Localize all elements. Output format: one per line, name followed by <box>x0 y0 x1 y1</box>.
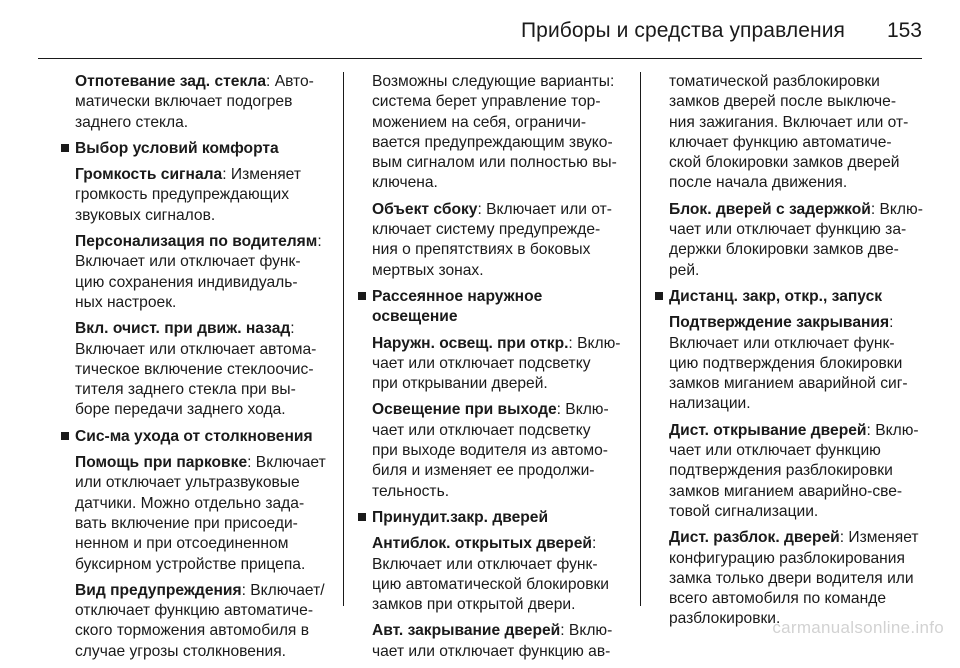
body-text: чает или отключает подсветку <box>372 354 591 372</box>
body-text: : Включает <box>247 454 326 472</box>
body-text: вается предупреждающим звуко- <box>372 133 613 151</box>
body-text: датчики. Можно отдельно зада- <box>75 494 305 512</box>
body-text: держки блокировки замков две- <box>669 241 899 259</box>
section-heading <box>372 508 634 528</box>
body-text: всего автомобиля по команде <box>669 590 886 608</box>
setting-name: Отпотевание зад. стекла <box>75 73 267 90</box>
body-text: : Изменяет <box>222 166 301 184</box>
body-text: ненном и при отсоединенном <box>75 535 289 553</box>
body-text: замков миганием аварийно-све- <box>669 482 903 500</box>
body-text: буксирном устройстве прицепа. <box>75 555 306 573</box>
body-text: ключает систему предупрежде- <box>372 221 601 239</box>
page-header <box>0 0 960 60</box>
body-text: чает или отключает функцию ав- <box>372 642 611 660</box>
paragraph <box>75 232 337 313</box>
paragraph <box>669 421 931 522</box>
body-text: рей. <box>669 261 700 279</box>
body-text: ния зажигания. Включает или от- <box>669 113 909 131</box>
paragraph <box>75 319 337 420</box>
header-rule <box>38 58 922 59</box>
body-text: звуковых сигналов. <box>75 206 216 224</box>
body-text: : <box>290 320 295 338</box>
setting-name: Блок. дверей с задержкой <box>669 200 871 218</box>
column-divider <box>343 72 344 606</box>
bullet-icon <box>61 144 69 152</box>
body-text: вым сигналом или полностью вы- <box>372 154 617 172</box>
body-text: разблокировки. <box>669 610 781 628</box>
body-text: матически включает подогрев <box>75 93 293 111</box>
body-text: ской блокировки замков дверей <box>669 154 900 172</box>
body-text: : Вклю- <box>556 401 609 419</box>
body-text: ского торможения автомобиля в <box>75 622 309 640</box>
paragraph <box>75 581 337 662</box>
body-text: : Включает/ <box>241 581 325 599</box>
body-text: томатической разблокировки <box>669 73 880 90</box>
body-text: Включает или отключает функ- <box>372 555 598 573</box>
body-text: случае угрозы столкновения. <box>75 642 287 660</box>
body-text: громкость предупреждающих <box>75 186 290 204</box>
body-text: : Изменяет <box>839 529 919 547</box>
body-text: чает или отключает функцию <box>669 442 881 460</box>
paragraph <box>75 453 337 575</box>
body-text: заднего стекла. <box>75 113 189 131</box>
text-column-left <box>75 72 337 668</box>
paragraph <box>372 534 634 615</box>
body-text: тическое включение стеклоочис- <box>75 360 314 378</box>
body-text: при открывании дверей. <box>372 375 548 393</box>
setting-name: Громкость сигнала <box>75 166 223 184</box>
text-column-middle <box>372 72 634 668</box>
body-text: боре передачи заднего хода. <box>75 401 286 419</box>
body-text: ключает функцию автоматиче- <box>669 133 892 151</box>
body-text: Включает или отключает функ- <box>75 253 301 271</box>
body-text: биля и изменяет ее продолжи- <box>372 462 595 480</box>
body-text: Сис-ма ухода от столкновения <box>75 427 313 445</box>
text-column-right <box>669 72 931 636</box>
setting-name: Помощь при парковке <box>75 454 248 472</box>
body-text: товой сигнализации. <box>669 502 819 520</box>
body-text: мертвых зонах. <box>372 261 484 279</box>
body-text: Включает или отключает автома- <box>75 340 317 358</box>
body-text: замков дверей после выключе- <box>669 93 897 111</box>
body-text: замков при открытой двери. <box>372 596 576 614</box>
body-text: : <box>591 535 597 553</box>
body-text: ных настроек. <box>75 293 177 311</box>
body-text: ния о препятствиях в боковых <box>372 241 591 259</box>
body-text: Принудит.закр. дверей <box>372 508 549 526</box>
body-text: : <box>889 314 894 332</box>
section-heading <box>669 287 931 307</box>
body-text: : Включает или от- <box>477 200 612 218</box>
body-text: конфигурацию разблокирования <box>669 549 905 567</box>
body-text: вать включение при присоеди- <box>75 514 298 532</box>
setting-name: Дист. разблок. дверей <box>669 529 840 547</box>
body-text: цию подтверждения блокировки <box>669 354 903 372</box>
body-text: чает или отключает функцию за- <box>669 221 907 239</box>
paragraph <box>669 313 931 414</box>
paragraph <box>669 200 931 281</box>
watermark: carmanualsonline.info <box>772 618 944 637</box>
body-text: освещение <box>372 308 458 326</box>
setting-name: Авт. закрывание дверей <box>372 622 561 640</box>
setting-name: Антиблок. открытых дверей <box>372 535 592 553</box>
body-text: нализации. <box>669 395 751 413</box>
body-text: тельность. <box>372 482 450 500</box>
page-number: 153 <box>886 19 922 42</box>
paragraph <box>372 400 634 501</box>
setting-name: Освещение при выходе <box>372 401 557 419</box>
setting-name: Объект сбоку <box>372 200 478 218</box>
body-text: : <box>317 233 322 251</box>
paragraph <box>75 165 337 226</box>
body-text: после начала движения. <box>669 174 848 192</box>
setting-name: Персонализация по водителям <box>75 233 318 251</box>
paragraph <box>372 200 634 281</box>
body-text: : Вклю- <box>560 622 613 640</box>
paragraph <box>372 72 634 194</box>
body-text: ключена. <box>372 174 438 192</box>
body-text: цию автоматической блокировки <box>372 575 610 593</box>
body-text: при выходе водителя из автомо- <box>372 442 608 460</box>
page-title: Приборы и средства управления <box>520 19 845 42</box>
section-heading <box>372 287 634 328</box>
setting-name: Наружн. освещ. при откр. <box>372 334 569 352</box>
setting-name: Вид предупреждения <box>75 581 242 599</box>
paragraph <box>669 528 931 629</box>
body-text: Рассеянное наружное <box>372 287 543 305</box>
body-text: : Авто- <box>266 73 314 90</box>
section-heading <box>75 427 337 447</box>
body-text: Возможны следующие варианты: <box>372 73 615 90</box>
column-divider <box>640 72 641 606</box>
body-text: Дистанц. закр, откр., запуск <box>669 287 883 305</box>
paragraph <box>372 334 634 395</box>
bullet-icon <box>655 292 663 300</box>
bullet-icon <box>61 432 69 440</box>
setting-name: Дист. открывание дверей <box>669 421 867 439</box>
body-text: чает или отключает подсветку <box>372 421 591 439</box>
body-text: цию сохранения индивидуаль- <box>75 273 298 291</box>
setting-name: Подтверждение закрывания <box>669 314 890 332</box>
body-text: подтверждения разблокировки <box>669 462 893 480</box>
paragraph <box>75 72 337 133</box>
bullet-icon <box>358 513 366 521</box>
body-text: или отключает ультразвуковые <box>75 474 300 492</box>
body-text: тителя заднего стекла при вы- <box>75 381 296 399</box>
body-text: Выбор условий комфорта <box>75 139 279 157</box>
body-text: можением на себя, ограничи- <box>372 113 587 131</box>
body-text: замков миганием аварийной сиг- <box>669 375 908 393</box>
paragraph <box>669 72 931 194</box>
body-text: отключает функцию автоматиче- <box>75 602 314 620</box>
section-heading <box>75 139 337 159</box>
setting-name: Вкл. очист. при движ. назад <box>75 320 291 338</box>
bullet-icon <box>358 292 366 300</box>
body-text: система берет управление тор- <box>372 93 601 111</box>
body-text: Включает или отключает функ- <box>669 334 895 352</box>
body-text: : Вклю- <box>870 200 923 218</box>
body-text: : Вклю- <box>568 334 621 352</box>
body-text: замка только двери водителя или <box>669 569 914 587</box>
body-text: : Вклю- <box>866 421 919 439</box>
